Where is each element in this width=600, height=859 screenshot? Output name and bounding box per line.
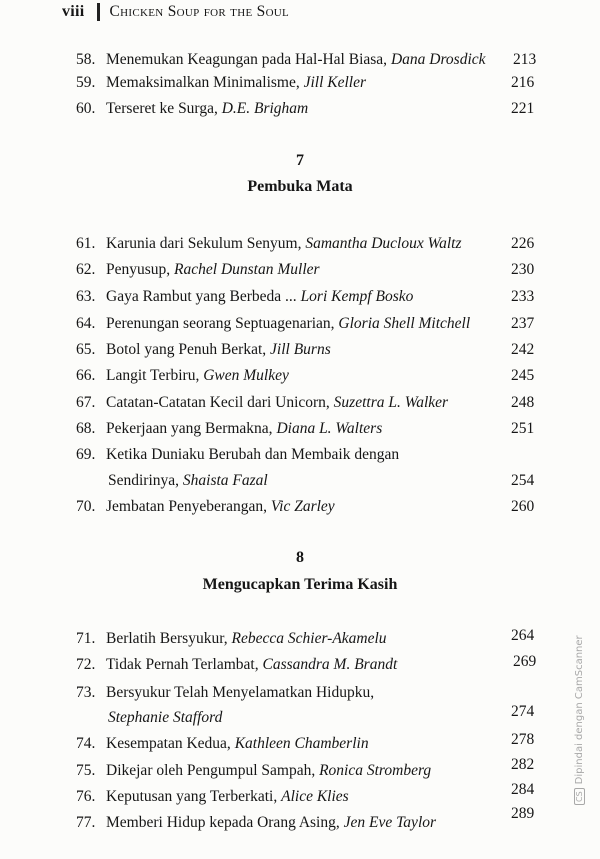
toc-entry: 59. Memaksimalkan Minimalisme, Jill Keller 216 [76,74,535,91]
toc-entry: 76. Keputusan yang Terberkati, Alice Klies 284 [76,781,535,805]
section-title: Pembuka Mata [247,178,353,195]
running-header [62,0,289,24]
toc-entry-continuation: Stephanie Stafford [108,709,223,726]
toc-entry-continuation: Sendirinya, Shaista Fazal [108,472,268,489]
toc-entry: 64. Perenungan seorang Septuagenarian, Gloria Shell Mitchell 237 [76,315,535,332]
toc-entry: 67. Catatan-Catatan Kecil dari Unicorn, Suzettra L. Walker 248 [76,394,535,411]
toc-entry: 60. Terseret ke Surga, D.E. Brigham 221 [76,100,535,117]
toc-entry: 72. Tidak Pernah Terlambat, Cassandra M. Brandt 269 [76,653,537,673]
toc-entry: 69. Ketika Duniaku Berubah dan Membaik dengan [76,446,400,463]
toc-entry: 73. Bersyukur Telah Menyelamatkan Hidupku, [76,684,375,701]
toc-entry: 75. Dikejar oleh Pengumpul Sampah, Ronica Stromberg 282 [76,756,535,779]
toc-entry: 70. Jembatan Penyeberangan, Vic Zarley 260 [76,498,535,515]
header-divider [97,3,100,21]
section-title: Mengucapkan Terima Kasih [202,576,398,593]
book-title: Chicken Soup for the Soul [109,3,290,20]
toc-entry: 65. Botol yang Penuh Berkat, Jill Burns 242 [76,341,535,358]
toc-entry: 66. Langit Terbiru, Gwen Mulkey 245 [76,367,535,384]
section-number: 7 [296,152,304,169]
camscanner-badge: CS [574,788,585,805]
toc-entry: 61. Karunia dari Sekulum Senyum, Samantha Ducloux Waltz 226 [76,235,535,252]
toc-entry: 71. Berlatih Bersyukur, Rebecca Schier-Akamelu 264 [76,627,535,647]
scanner-watermark: CSDipindai dengan CamScanner [574,635,585,805]
section-number: 8 [296,549,304,566]
toc-entry: 62. Penyusup, Rachel Dunstan Muller 230 [76,261,535,278]
toc-entry: 77. Memberi Hidup kepada Orang Asing, Jen Eve Taylor 289 [76,805,535,831]
toc-entry: 63. Gaya Rambut yang Berbeda ... Lori Kempf Bosko 233 [76,288,535,305]
toc-entry: 58. Menemukan Keagungan pada Hal-Hal Biasa, Dana Drosdick 213 [76,51,537,68]
toc-entry: 74. Kesempatan Kedua, Kathleen Chamberlin 278 [76,731,535,752]
page-number: viii [62,3,85,20]
toc-entry: 68. Pekerjaan yang Bermakna, Diana L. Walters 251 [76,420,535,437]
